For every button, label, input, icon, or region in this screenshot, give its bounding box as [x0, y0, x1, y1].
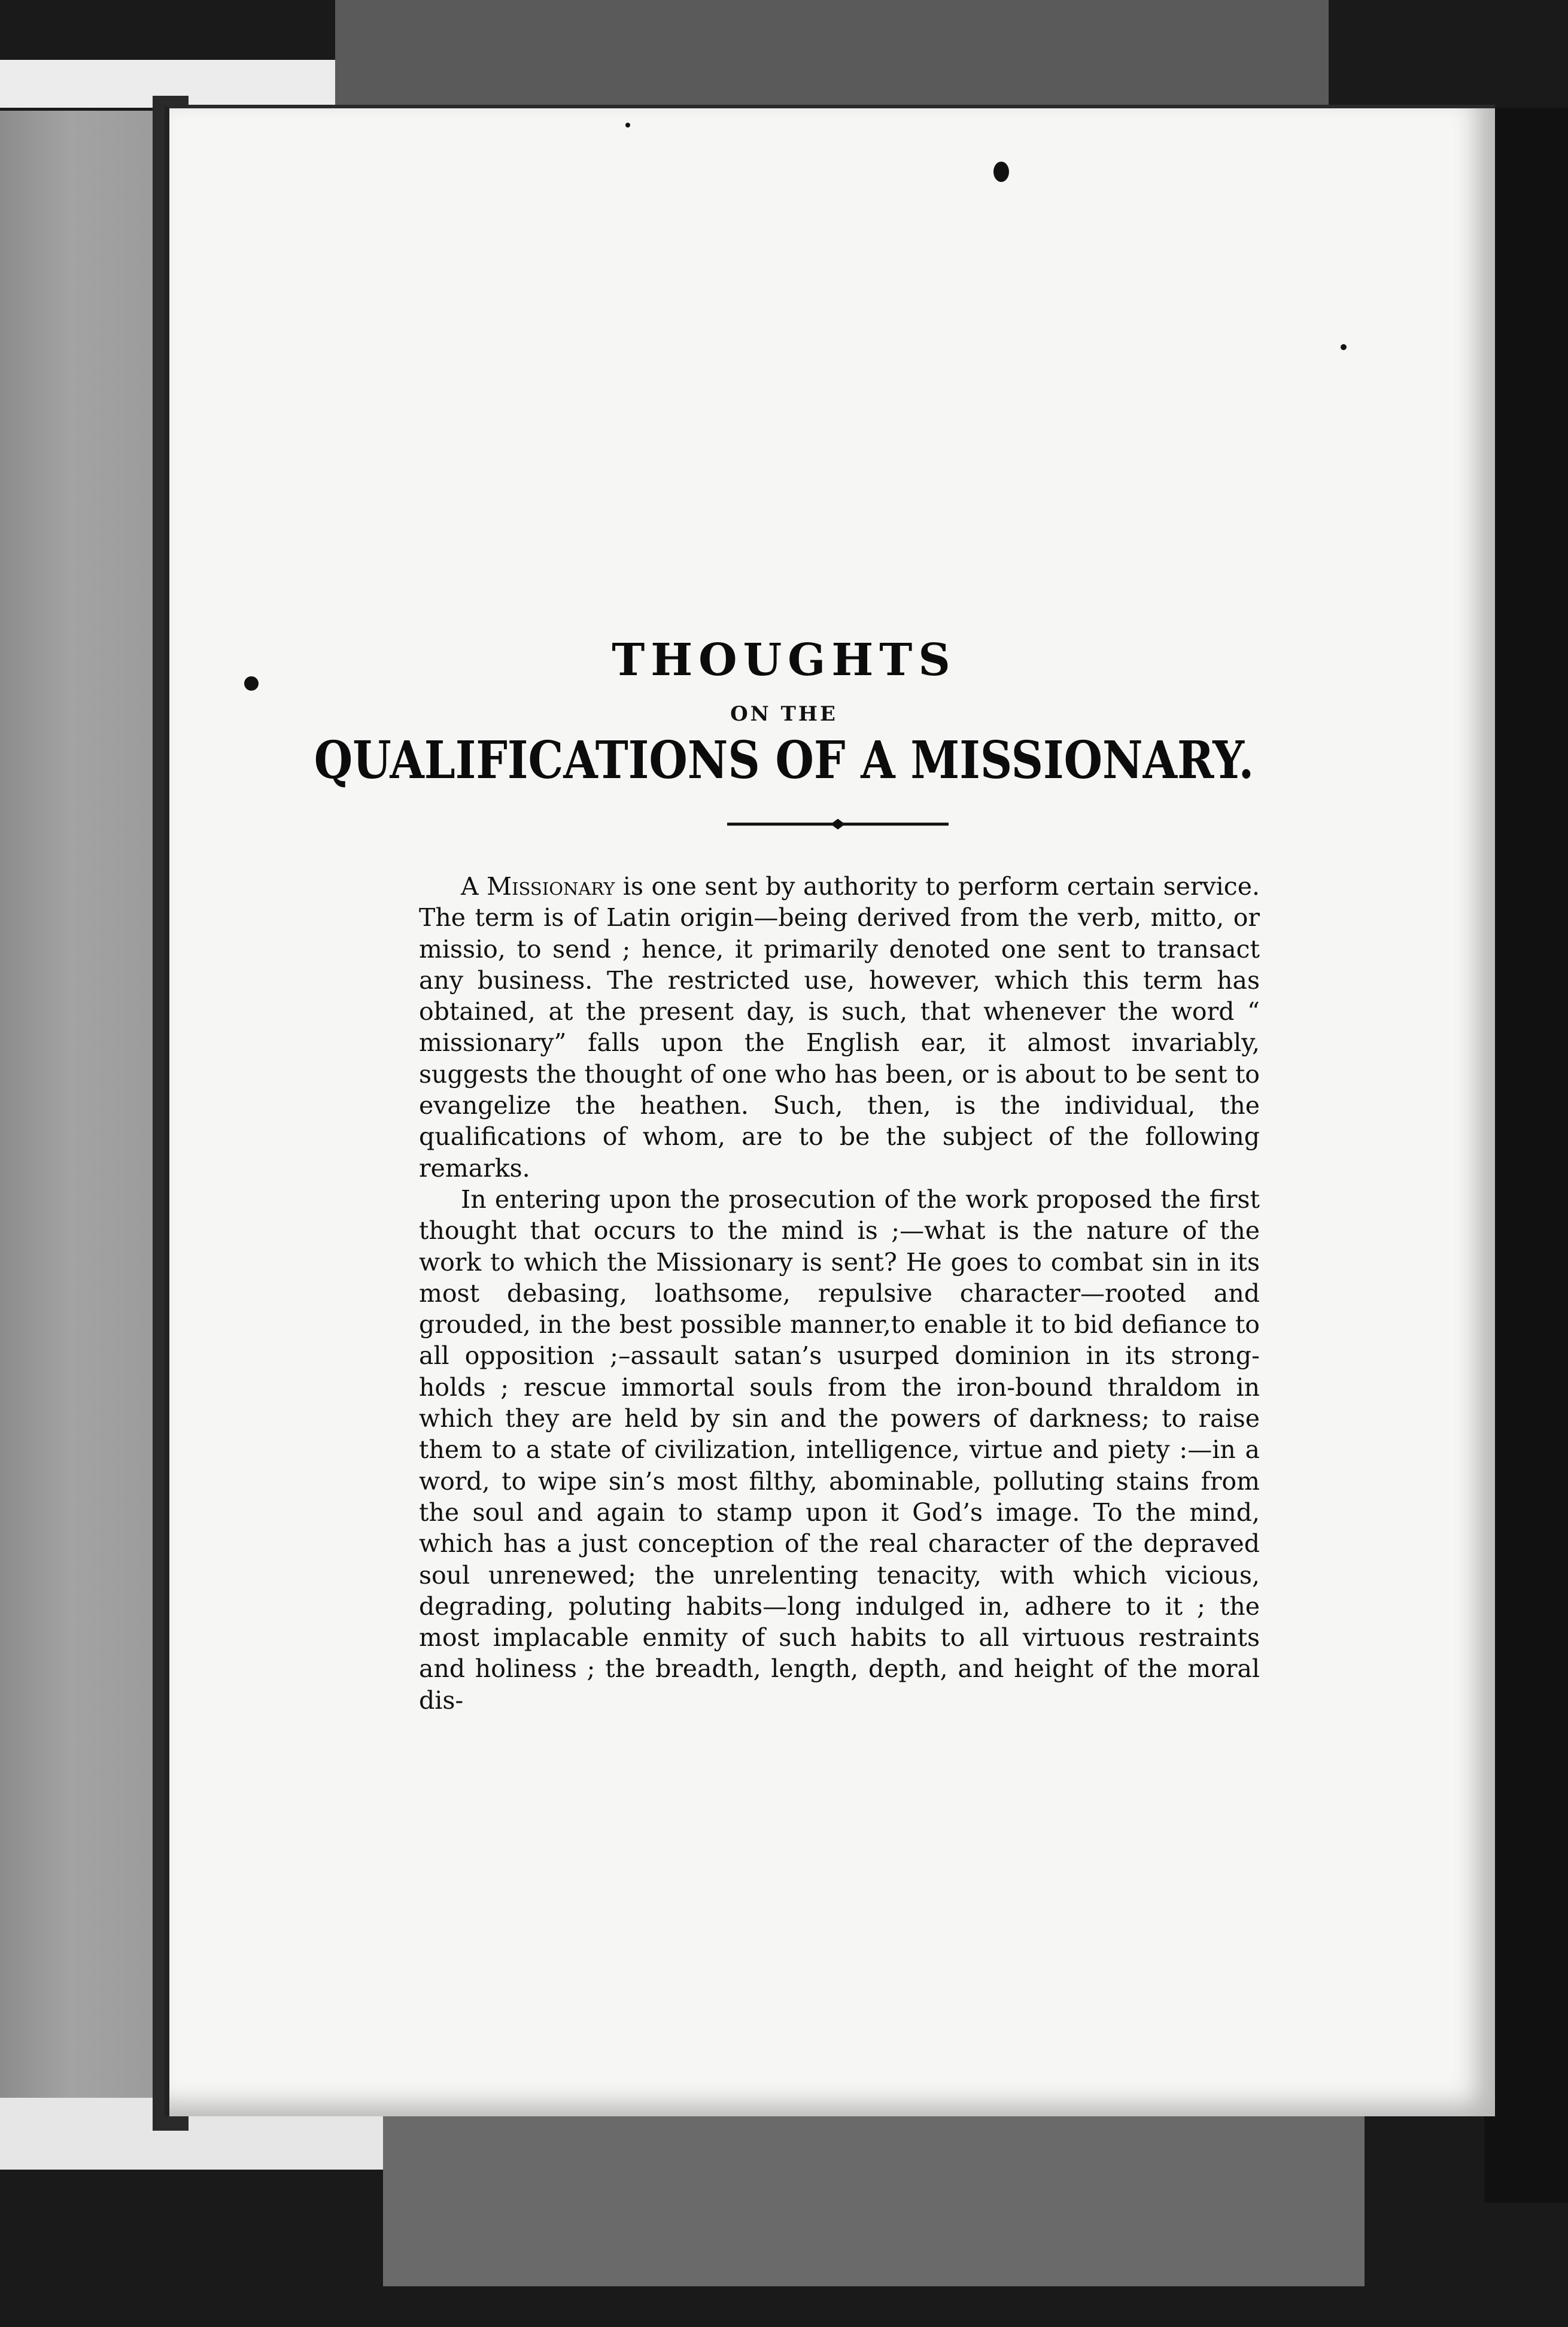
scan-speck: [993, 162, 1009, 182]
paragraph-1-text: is one sent by authority to perform certain service. The term is of Latin origin—being derived from the verb, mitto, or missio, to send ; hence, it primarily denoted one sent to transact any business. The restricted use, however, which this term has obtained, at the present day, is such, that whenever the word “ missionary” falls upon the English ear, it almost invariably, suggests the thought of one who has been, or is about to be sent to evangelize the heathen. Such, then, is the individual, the qualifications of whom, are to be the subject of the following remarks.: [419, 872, 1260, 1183]
title-on-the: ON THE: [730, 702, 838, 726]
scan-speck: [625, 123, 630, 127]
body-text: [419, 871, 1260, 1716]
paragraph-1: [419, 871, 1260, 1184]
title-thoughts: THOUGHTS: [612, 634, 956, 686]
scan-speck: [244, 676, 259, 691]
paragraph-1-lead: A Missionary: [461, 872, 615, 901]
scan-speck: [1341, 344, 1347, 350]
scan-background-right: [1484, 108, 1568, 2203]
title-ornament-rule: [724, 815, 952, 833]
title-qualifications: QUALIFICATIONS OF A MISSIONARY.: [314, 730, 1254, 791]
scan-background-bottom: [383, 2107, 1365, 2286]
paragraph-2: In entering upon the prosecution of the work proposed the first thought that occurs to the mind is ;—what is the nature of the work to which the Missionary is sent? He goes to combat sin in its most debasing, loathsome, repulsive character—rooted and grouded, in the best possible manner,to enable it to bid defiance to all opposition ;–assault satan’s usurped dominion in its strong-holds ; rescue immortal souls from the iron-bound thraldom in which they are held by sin and the powers of darkness; to raise them to a state of civilization, intelligence, virtue and piety :—in a word, to wipe sin’s most filthy, abominable, polluting stains from the soul and again to stamp upon it God’s image. To the mind, which has a just conception of the real character of the depraved soul unrenewed; the unrelenting tenacity, with which vicious, degrading, poluting habits—long indulged in, adhere to it ; the most implacable enmity of such habits to all virtuous restraints and holiness ; the breadth, length, depth, and height of the moral dis-: [419, 1184, 1260, 1715]
scan-background-top: [335, 0, 1329, 120]
